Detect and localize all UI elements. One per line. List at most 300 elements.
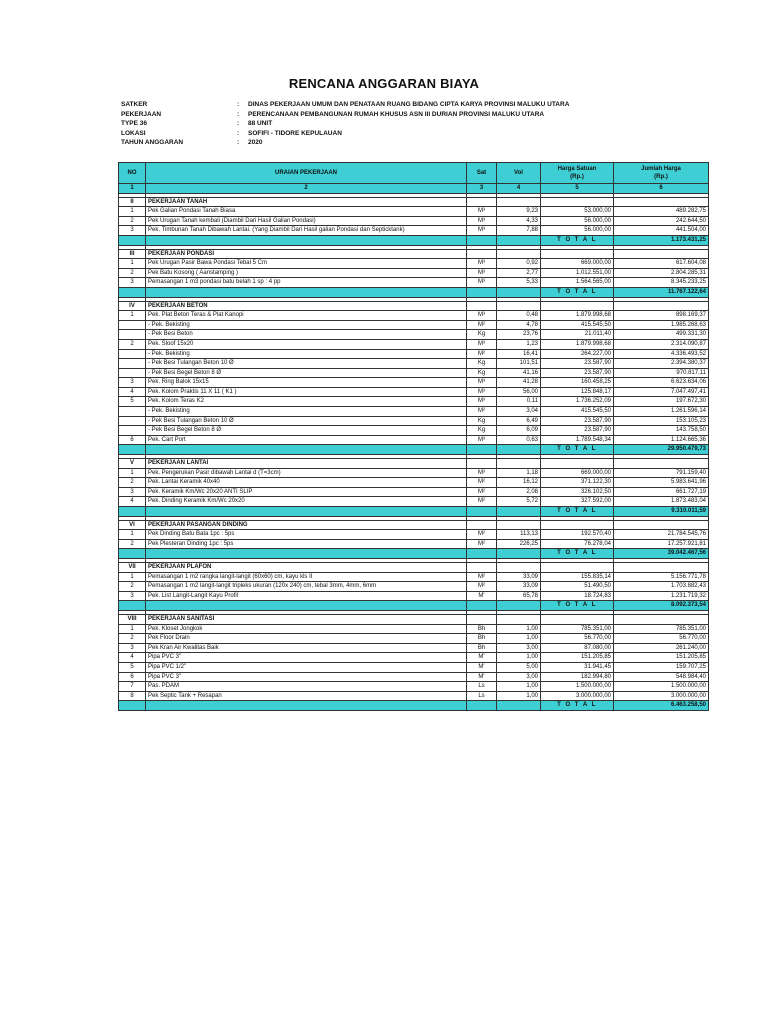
item-volume: 6,09 [497,426,541,436]
item-unit: Bh [467,643,497,653]
table-row [119,478,709,488]
total-label: T O T A L [541,235,614,245]
section-name: PEKERJAAN LANTAI [146,459,467,469]
section-total-value: 11.767.122,64 [614,287,709,297]
section-name: PEKERJAAN SANITASI [146,614,467,624]
empty-cell [541,197,614,207]
item-unit-price: 785.351,00 [541,624,614,634]
section-total-row [119,287,709,297]
table-row [119,582,709,592]
item-number: 1 [119,311,146,321]
empty-cell [497,520,541,530]
empty-cell [541,459,614,469]
item-unit-price: 192.570,40 [541,530,614,540]
empty-cell [614,301,709,311]
table-row [119,207,709,217]
item-description: Pemasangan 1 m3 pondasi batu belah 1 sp : 4 pp [146,278,467,288]
section-number: II [119,197,146,207]
header-sat: Sat [467,163,497,184]
item-number: 3 [119,591,146,601]
item-total-price: 261.240,00 [614,643,709,653]
empty-cell [497,249,541,259]
header-jumlah-harga [614,163,709,184]
item-unit: M² [467,530,497,540]
item-description: Pek. Kolom Praktis 11 X 11 ( K1 ) [146,387,467,397]
empty-cell [467,549,497,559]
section-header-row [119,562,709,572]
item-unit: M² [467,487,497,497]
table-row [119,387,709,397]
empty-cell [497,507,541,517]
item-unit: M' [467,591,497,601]
item-volume: 5,00 [497,662,541,672]
empty-cell [497,445,541,455]
item-unit: M³ [467,311,497,321]
item-description: Pek. Cart Port [146,435,467,445]
item-description: - Pek. Bekisting [146,349,467,359]
item-number: 2 [119,216,146,226]
item-unit: Bh [467,634,497,644]
empty-cell [119,235,146,245]
item-number: 1 [119,207,146,217]
empty-cell [467,459,497,469]
empty-cell [146,287,467,297]
total-label: T O T A L [541,601,614,611]
empty-cell [614,197,709,207]
item-total-price: 159.707,25 [614,662,709,672]
item-number: 2 [119,539,146,549]
item-total-price: 1.261.596,14 [614,407,709,417]
item-unit-price: 415.545,50 [541,407,614,417]
info-key: TAHUN ANGGARAN [121,139,184,147]
item-unit: Kg [467,416,497,426]
colnum: 5 [541,184,614,194]
item-number: 1 [119,468,146,478]
item-volume: 1,18 [497,468,541,478]
item-total-price: 499.331,30 [614,330,709,340]
item-volume: 16,12 [497,478,541,488]
empty-cell [497,549,541,559]
item-number: 6 [119,672,146,682]
item-total-price: 791.159,40 [614,468,709,478]
item-total-price: 1.124.665,36 [614,435,709,445]
info-key: PEKERJAAN [121,110,162,118]
project-info [121,100,569,148]
item-total-price: 1.873.483,04 [614,497,709,507]
header-harga-satuan [541,163,614,184]
item-unit-price: 76.278,04 [541,539,614,549]
item-number [119,368,146,378]
empty-cell [119,701,146,711]
item-unit: Ls [467,691,497,701]
colnum: 4 [497,184,541,194]
empty-cell [467,507,497,517]
info-colon: : [237,139,240,147]
table-row [119,435,709,445]
empty-cell [146,701,467,711]
item-volume: 3,04 [497,407,541,417]
total-label: T O T A L [541,507,614,517]
info-colon: : [237,101,240,108]
item-description: Pek Septic Tank + Resapan [146,691,467,701]
item-volume: 226,25 [497,539,541,549]
item-unit: M² [467,478,497,488]
section-name: PEKERJAAN PONDASI [146,249,467,259]
section-number: III [119,249,146,259]
item-unit: Bh [467,624,497,634]
section-total-value: 9.310.011,59 [614,507,709,517]
item-unit-price: 18.724,83 [541,591,614,601]
info-value: PERENCANAAN PEMBANGUNAN RUMAH KHUSUS ASN III DURIAN PROVINSI MALUKU UTARA [248,110,545,118]
table-body [119,193,709,710]
item-volume: 1,00 [497,682,541,692]
item-total-price: 153.105,23 [614,416,709,426]
item-total-price: 2.804.285,31 [614,268,709,278]
item-volume: 3,00 [497,643,541,653]
table-row [119,691,709,701]
item-volume: 0,11 [497,397,541,407]
table-row [119,662,709,672]
header-row [119,163,709,184]
table-row [119,643,709,653]
item-number [119,416,146,426]
item-number: 3 [119,278,146,288]
section-number: VIII [119,614,146,624]
item-unit-price: 327.592,00 [541,497,614,507]
item-description: - Pek. Bekisting [146,320,467,330]
table-row [119,259,709,269]
empty-cell [146,601,467,611]
table-row [119,339,709,349]
item-number: 4 [119,653,146,663]
item-unit: Kg [467,368,497,378]
empty-cell [467,614,497,624]
item-unit-price: 23.587,90 [541,368,614,378]
item-unit-price: 56.000,00 [541,226,614,236]
item-unit-price: 87.080,00 [541,643,614,653]
item-total-price: 7.047.497,41 [614,387,709,397]
table-row [119,487,709,497]
item-number: 8 [119,691,146,701]
table-row [119,368,709,378]
item-volume: 3,00 [497,672,541,682]
table-row [119,397,709,407]
colnum: 2 [146,184,467,194]
item-total-price: 898.169,37 [614,311,709,321]
header-harga-line1: Harga Satuan [557,166,597,172]
colnum: 6 [614,184,709,194]
item-unit: M' [467,672,497,682]
item-total-price: 548.984,40 [614,672,709,682]
item-description: - Pek Besi Tulangan Beton 10 Ø [146,416,467,426]
total-label: T O T A L [541,445,614,455]
item-number: 4 [119,497,146,507]
table-row [119,378,709,388]
section-total-row [119,701,709,711]
table-row [119,359,709,369]
header-no: NO [119,163,146,184]
empty-cell [497,459,541,469]
item-unit-price: 23.587,90 [541,359,614,369]
column-number-row [119,184,709,194]
item-unit-price: 125.848,17 [541,387,614,397]
item-total-price: 1.703.882,43 [614,582,709,592]
item-unit-price: 51.490,50 [541,582,614,592]
section-total-value: 39.042.467,56 [614,549,709,559]
empty-cell [497,601,541,611]
item-total-price: 1.985.268,63 [614,320,709,330]
item-unit-price: 1.879.998,68 [541,339,614,349]
item-description: Pemasangan 1 m2 langit-langit tripleks ukuran (120x 240) cm, tebal 3mm, 4mm, 6mm [146,582,467,592]
item-unit: Ls [467,682,497,692]
item-total-price: 5.156.771,78 [614,572,709,582]
item-number: 2 [119,339,146,349]
table-row [119,672,709,682]
item-unit-price: 53.000,00 [541,207,614,217]
item-unit: M' [467,662,497,672]
info-row [121,100,569,110]
empty-cell [497,287,541,297]
item-number: 2 [119,478,146,488]
empty-cell [146,507,467,517]
item-unit-price: 669.000,00 [541,468,614,478]
section-total-row [119,549,709,559]
empty-cell [467,235,497,245]
empty-cell [497,701,541,711]
item-total-price: 17.257.921,81 [614,539,709,549]
table-row [119,216,709,226]
item-total-price: 21.784.545,76 [614,530,709,540]
item-number: 3 [119,487,146,497]
item-volume: 65,78 [497,591,541,601]
section-number: V [119,459,146,469]
item-number: 2 [119,582,146,592]
item-unit-price: 669.000,00 [541,259,614,269]
item-description: - Pek Besi Begel Beton 8 Ø [146,426,467,436]
item-number: 2 [119,268,146,278]
info-value: 2020 [248,139,263,147]
item-number: 1 [119,259,146,269]
item-unit: M³ [467,435,497,445]
item-total-price: 6.623.634,06 [614,378,709,388]
item-unit-price: 23.587,90 [541,426,614,436]
item-unit: Kg [467,330,497,340]
empty-cell [541,301,614,311]
item-unit: M³ [467,207,497,217]
empty-cell [497,301,541,311]
empty-cell [497,562,541,572]
item-number [119,330,146,340]
item-unit-price: 326.102,50 [541,487,614,497]
item-total-price: 617.604,08 [614,259,709,269]
item-volume: 0,92 [497,259,541,269]
item-volume: 7,88 [497,226,541,236]
item-description: Pek. Dinding Keramik Km/Wc 20x20 [146,497,467,507]
table-row [119,682,709,692]
empty-cell [467,520,497,530]
item-number: 1 [119,530,146,540]
item-description: Pek. Kloset Jongkok [146,624,467,634]
item-volume: 33,09 [497,572,541,582]
item-volume: 5,72 [497,497,541,507]
colnum: 1 [119,184,146,194]
item-unit: M³ [467,378,497,388]
item-total-price: 242.644,50 [614,216,709,226]
item-number: 6 [119,435,146,445]
item-description: Pek Plesteran Dinding 1pc : 5ps [146,539,467,549]
empty-cell [467,249,497,259]
item-description: Pek Kran Air Kwalitas Baik [146,643,467,653]
item-volume: 2,77 [497,268,541,278]
table-row [119,468,709,478]
item-total-price: 56.770,00 [614,634,709,644]
item-unit-price: 56.000,00 [541,216,614,226]
item-unit-price: 1.789.548,34 [541,435,614,445]
item-number [119,359,146,369]
item-total-price: 661.727,19 [614,487,709,497]
item-total-price: 4.336.493,52 [614,349,709,359]
section-total-value: 1.173.431,25 [614,235,709,245]
item-unit: M³ [467,216,497,226]
table-row [119,497,709,507]
empty-cell [541,520,614,530]
item-unit: M² [467,349,497,359]
item-unit: M³ [467,387,497,397]
table-row [119,349,709,359]
header-uraian: URAIAN PEKERJAAN [146,163,467,184]
item-unit-price: 371.122,30 [541,478,614,488]
item-unit: M³ [467,259,497,269]
section-number: VII [119,562,146,572]
item-total-price: 970.817,11 [614,368,709,378]
table-row [119,416,709,426]
item-volume: 4,78 [497,320,541,330]
item-total-price: 2.314.090,87 [614,339,709,349]
item-number [119,349,146,359]
item-description: Pipa PVC 3" [146,672,467,682]
item-unit-price: 3.000.000,00 [541,691,614,701]
item-unit: M² [467,582,497,592]
section-header-row [119,459,709,469]
info-value: 88 UNIT [248,120,273,128]
item-volume: 41,28 [497,378,541,388]
info-value: SOFIFI - TIDORE KEPULAUAN [248,129,342,137]
table-row [119,634,709,644]
item-number: 5 [119,397,146,407]
section-header-row [119,614,709,624]
empty-cell [146,235,467,245]
empty-cell [119,549,146,559]
item-total-price: 785.351,00 [614,624,709,634]
item-volume: 5,33 [497,278,541,288]
item-description: Pek Batu Kosong ( Aanstamping ) [146,268,467,278]
empty-cell [119,287,146,297]
item-unit: M² [467,497,497,507]
info-row [121,119,569,129]
budget-table [118,162,709,711]
item-unit: M³ [467,268,497,278]
item-volume: 1,00 [497,624,541,634]
item-unit-price: 31.941,45 [541,662,614,672]
item-description: Pipa PVC 3" [146,653,467,663]
empty-cell [614,562,709,572]
table-row [119,539,709,549]
section-name: PEKERJAAN PLAFON [146,562,467,572]
item-description: Pek. Kolom Teras K2 [146,397,467,407]
item-total-price: 143.758,50 [614,426,709,436]
empty-cell [497,197,541,207]
empty-cell [467,445,497,455]
section-total-row [119,445,709,455]
item-number: 1 [119,624,146,634]
item-number: 4 [119,387,146,397]
item-unit: M' [467,653,497,663]
item-unit: M² [467,572,497,582]
item-volume: 16,41 [497,349,541,359]
item-total-price: 8.345.233,25 [614,278,709,288]
item-volume: 0,63 [497,435,541,445]
total-label: T O T A L [541,549,614,559]
info-key: SATKER [121,101,148,108]
item-description: Pipa PVC 1/2" [146,662,467,672]
table-row [119,407,709,417]
item-volume: 41,16 [497,368,541,378]
item-description: Pek. Sloof 15x20 [146,339,467,349]
table-row [119,268,709,278]
item-unit-price: 1.879.998,68 [541,311,614,321]
section-header-row [119,301,709,311]
table-row [119,653,709,663]
info-colon: : [237,129,240,137]
info-row [121,110,569,120]
item-unit-price: 155.835,14 [541,572,614,582]
info-value: DINAS PEKERJAAN UMUM DAN PENATAAN RUANG BIDANG CIPTA KARYA PROVINSI MALUKU UTARA [248,101,570,108]
empty-cell [119,601,146,611]
table-row [119,591,709,601]
item-volume: 33,09 [497,582,541,592]
section-name: PEKERJAAN BETON [146,301,467,311]
empty-cell [614,459,709,469]
info-row [121,129,569,139]
table-row [119,426,709,436]
item-description: Pek. List Langit-Langit Kayu Profil [146,591,467,601]
item-description: - Pek Besi Beton [146,330,467,340]
colnum: 3 [467,184,497,194]
empty-cell [467,601,497,611]
empty-cell [541,562,614,572]
item-unit-price: 151.205,85 [541,653,614,663]
section-total-value: 29.950.479,73 [614,445,709,455]
item-volume: 23,76 [497,330,541,340]
item-description: Pek. Ring Balok 15x15 [146,378,467,388]
item-number: 5 [119,662,146,672]
item-unit-price: 182.994,80 [541,672,614,682]
item-total-price: 1.231.719,32 [614,591,709,601]
item-description: Pek Dinding Batu Bata 1pc : 5ps [146,530,467,540]
item-number: 3 [119,378,146,388]
item-unit: M² [467,320,497,330]
item-description: Pek. Plat Beton Teras & Plat Kanopi [146,311,467,321]
item-unit-price: 23.587,90 [541,416,614,426]
item-description: Pas. PDAM [146,682,467,692]
item-unit: M³ [467,339,497,349]
item-unit: M³ [467,226,497,236]
empty-cell [541,614,614,624]
empty-cell [614,614,709,624]
table-row [119,226,709,236]
item-total-price: 5.983.641,96 [614,478,709,488]
item-description: Pek. Timbunan Tanah Dibawah Lantai. (Yang Diambil Dari Hasil galian Pondasi dan Septicktank) [146,226,467,236]
